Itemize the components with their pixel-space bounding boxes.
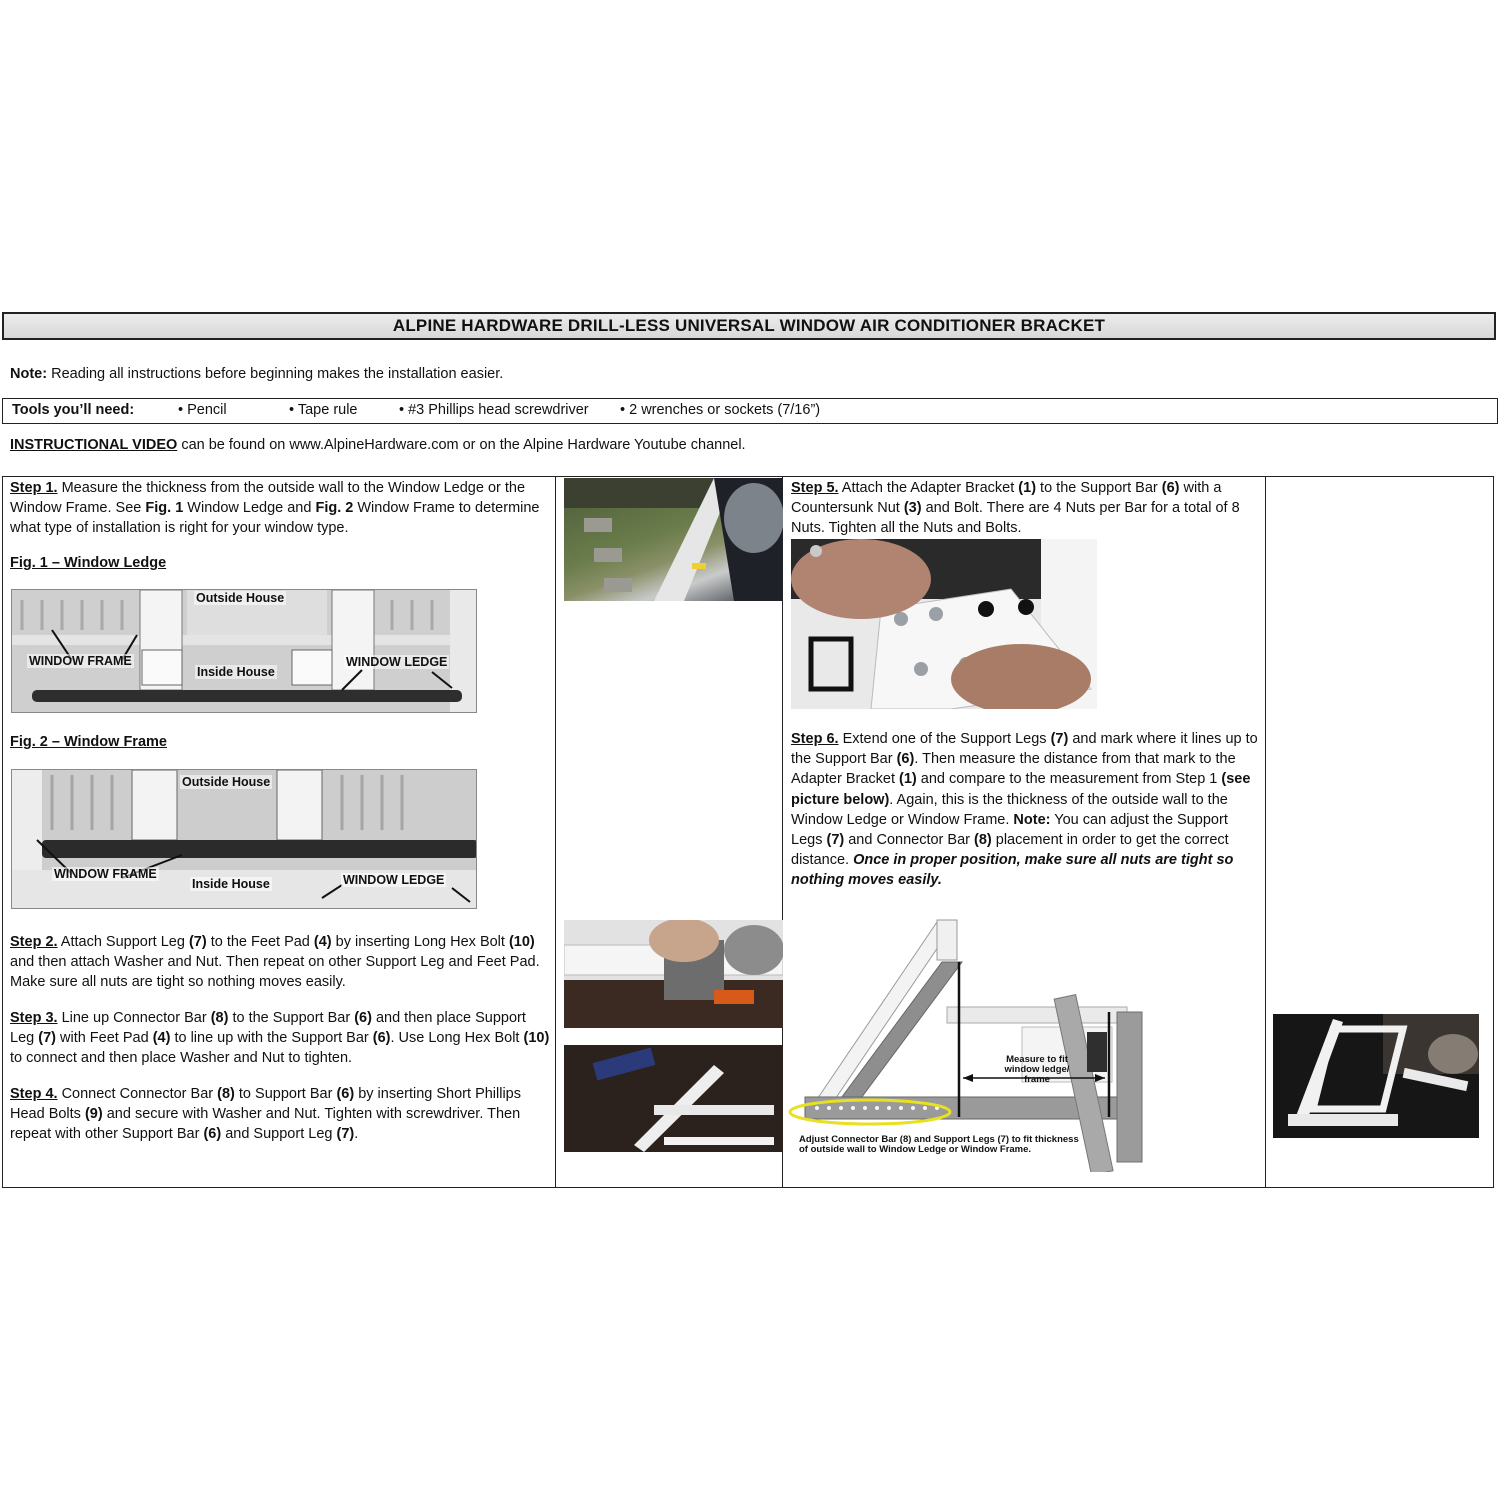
- step5-text: [791, 478, 1261, 539]
- step-text: Extend one of the Support Legs: [838, 731, 1051, 747]
- tool-item: • 2 wrenches or sockets (7/16”): [620, 402, 821, 418]
- label-outside-house: Outside House: [182, 775, 271, 789]
- step-text: and mark where it lines up to the Support Bar: [791, 731, 1258, 768]
- step-label: Step 5.: [791, 480, 839, 496]
- step6-text: [791, 729, 1261, 891]
- part-number: (6): [336, 1086, 355, 1102]
- measuring-window-photo: [564, 478, 783, 601]
- part-number: (10): [508, 934, 535, 950]
- fig-ref: Fig. 2: [315, 500, 354, 517]
- part-number: (7): [826, 832, 845, 849]
- step-text: Window Ledge and: [183, 500, 316, 517]
- step-text: Window Frame to determine what type of installation is right for your window type.: [10, 500, 540, 537]
- step-text: to the Feet Pad: [206, 934, 314, 950]
- step-text: with Feet Pad: [55, 1030, 153, 1047]
- part-number: (4): [313, 934, 332, 950]
- step1-text: [10, 478, 545, 539]
- label-window-frame: WINDOW FRAME: [54, 867, 157, 881]
- video-text: can be found on www.AlpineHardware.com or on the Alpine Hardware Youtube channel.: [177, 437, 746, 453]
- step-text: . Again, this is the thickness of the outside wall to the Window Ledge or Window Frame.: [791, 791, 1228, 828]
- step-text: Line up Connector Bar: [57, 1010, 211, 1026]
- step-text: Attach Support Leg: [57, 934, 189, 950]
- label-inside-house: Inside House: [197, 665, 275, 679]
- fig2-title: Fig. 2 – Window Frame: [10, 734, 167, 750]
- step-text: placement in order to get the correct distance.: [791, 832, 1229, 869]
- step-text: . Use Long Hex Bolt: [390, 1030, 524, 1047]
- part-number: (7): [38, 1030, 56, 1047]
- step-text: and then place Support Leg: [10, 1010, 526, 1047]
- step-text: to the Support Bar: [228, 1010, 355, 1026]
- step3-text: [10, 1008, 550, 1069]
- step-label: Step 2.: [10, 934, 58, 950]
- label-window-ledge: WINDOW LEDGE: [346, 655, 448, 669]
- attaching-support-leg-photo: [564, 920, 783, 1028]
- step-text: with a Countersunk Nut: [791, 480, 1222, 517]
- step-text: and Support Leg: [221, 1126, 337, 1143]
- part-number: (9): [84, 1106, 103, 1123]
- part-number: (1): [1018, 480, 1037, 496]
- step-label: Step 3.: [10, 1010, 58, 1026]
- note-label: Note:: [10, 366, 48, 382]
- adapter-bracket-photo: [791, 539, 1097, 709]
- tool-item: • #3 Phillips head screwdriver: [399, 402, 589, 418]
- step-text: to line up with the Support Bar: [170, 1030, 373, 1047]
- step-label: Step 6.: [791, 731, 839, 747]
- fig1-window-ledge-photo: [11, 589, 477, 713]
- part-number: (4): [152, 1030, 171, 1047]
- step-text: by inserting Short Phillips Head Bolts: [10, 1086, 521, 1123]
- part-number: (see picture below): [791, 771, 1251, 808]
- fig1-title: Fig. 1 – Window Ledge: [10, 555, 167, 571]
- step-text: by inserting Long Hex Bolt: [331, 934, 509, 950]
- finished-bracket-photo: [1273, 1014, 1479, 1138]
- part-number: (10): [523, 1030, 550, 1047]
- part-number: (7): [188, 934, 207, 950]
- part-number: (3): [903, 500, 922, 517]
- tool-item: • Tape rule: [289, 402, 358, 418]
- step-text: and Connector Bar: [844, 832, 974, 849]
- part-number: (7): [1050, 731, 1069, 747]
- part-number: (7): [336, 1126, 355, 1143]
- step-text: and Bolt. There are 4 Nuts per Bar for a total of 8 Nuts. Tighten all the Nuts and Bolts.: [791, 500, 1240, 537]
- step-text: and then attach Washer and Nut. Then repeat on other Support Leg and Feet Pad. Make sure all nuts are tight so nothing moves easily.: [10, 954, 540, 991]
- bracket-measure-diagram: [787, 912, 1257, 1172]
- part-number: (6): [372, 1030, 391, 1047]
- step-text: Connect Connector Bar: [57, 1086, 218, 1102]
- step-text: . Then measure the distance from that mark to the Adapter Bracket: [791, 751, 1236, 788]
- tools-label: Tools you’ll need:: [12, 402, 135, 418]
- label-inside-house: Inside House: [192, 877, 270, 891]
- note-label: Note:: [1013, 811, 1051, 828]
- column-divider: [1265, 476, 1266, 1188]
- fig2-window-frame-photo: [11, 769, 477, 909]
- video-label: INSTRUCTIONAL VIDEO: [10, 437, 178, 453]
- label-outside-house: Outside House: [196, 591, 285, 605]
- tool-item: • Pencil: [178, 402, 227, 418]
- step-text: to Support Bar: [234, 1086, 337, 1102]
- part-number: (8): [217, 1086, 235, 1102]
- part-number: (6): [203, 1126, 222, 1143]
- adjust-label: Adjust Connector Bar (8) and Support Legs (7) to fit thickness of outside wall to Window Ledge or Window Frame.: [799, 1134, 1079, 1155]
- fig-ref: Fig. 1: [145, 500, 184, 517]
- part-number: (8): [974, 832, 992, 849]
- column-divider: [555, 476, 556, 1188]
- step-text: Measure the thickness from the outside wall to the Window Ledge or the Window Frame. See: [10, 480, 526, 517]
- part-number: (6): [896, 751, 915, 768]
- step-label: Step 4.: [10, 1086, 58, 1102]
- step-label: Step 1.: [10, 480, 58, 496]
- tools-box: [2, 398, 1498, 424]
- assembled-leg-photo: [564, 1045, 783, 1152]
- video-line: [10, 437, 746, 453]
- step4-text: [10, 1084, 530, 1145]
- part-number: (6): [354, 1010, 372, 1026]
- label-window-frame: WINDOW FRAME: [29, 654, 132, 668]
- measure-label: Measure to fit window ledge/ frame: [1004, 1054, 1070, 1085]
- document-title: ALPINE HARDWARE DRILL-LESS UNIVERSAL WINDOW AIR CONDITIONER BRACKET: [2, 312, 1496, 340]
- part-number: (6): [1161, 480, 1180, 496]
- step-text: and compare to the measurement from Step 1: [916, 771, 1222, 788]
- note-text: Reading all instructions before beginning makes the installation easier.: [47, 366, 504, 382]
- step-text: Attach the Adapter Bracket: [838, 480, 1019, 496]
- step-text: to the Support Bar: [1036, 480, 1162, 496]
- part-number: (8): [210, 1010, 229, 1026]
- label-window-ledge: WINDOW LEDGE: [343, 873, 445, 887]
- step-text: and secure with Washer and Nut. Tighten with screwdriver. Then repeat with other Support Bar: [10, 1106, 521, 1143]
- step-text: .: [354, 1126, 359, 1143]
- part-number: (1): [899, 771, 917, 788]
- step-text: to connect and then place Washer and Nut to tighten.: [10, 1050, 353, 1067]
- step2-text: [10, 932, 545, 993]
- emphasis-text: Once in proper position, make sure all nuts are tight so nothing moves easily.: [791, 852, 1234, 889]
- step-text: You can adjust the Support Legs: [791, 811, 1228, 849]
- note-line: [10, 366, 503, 382]
